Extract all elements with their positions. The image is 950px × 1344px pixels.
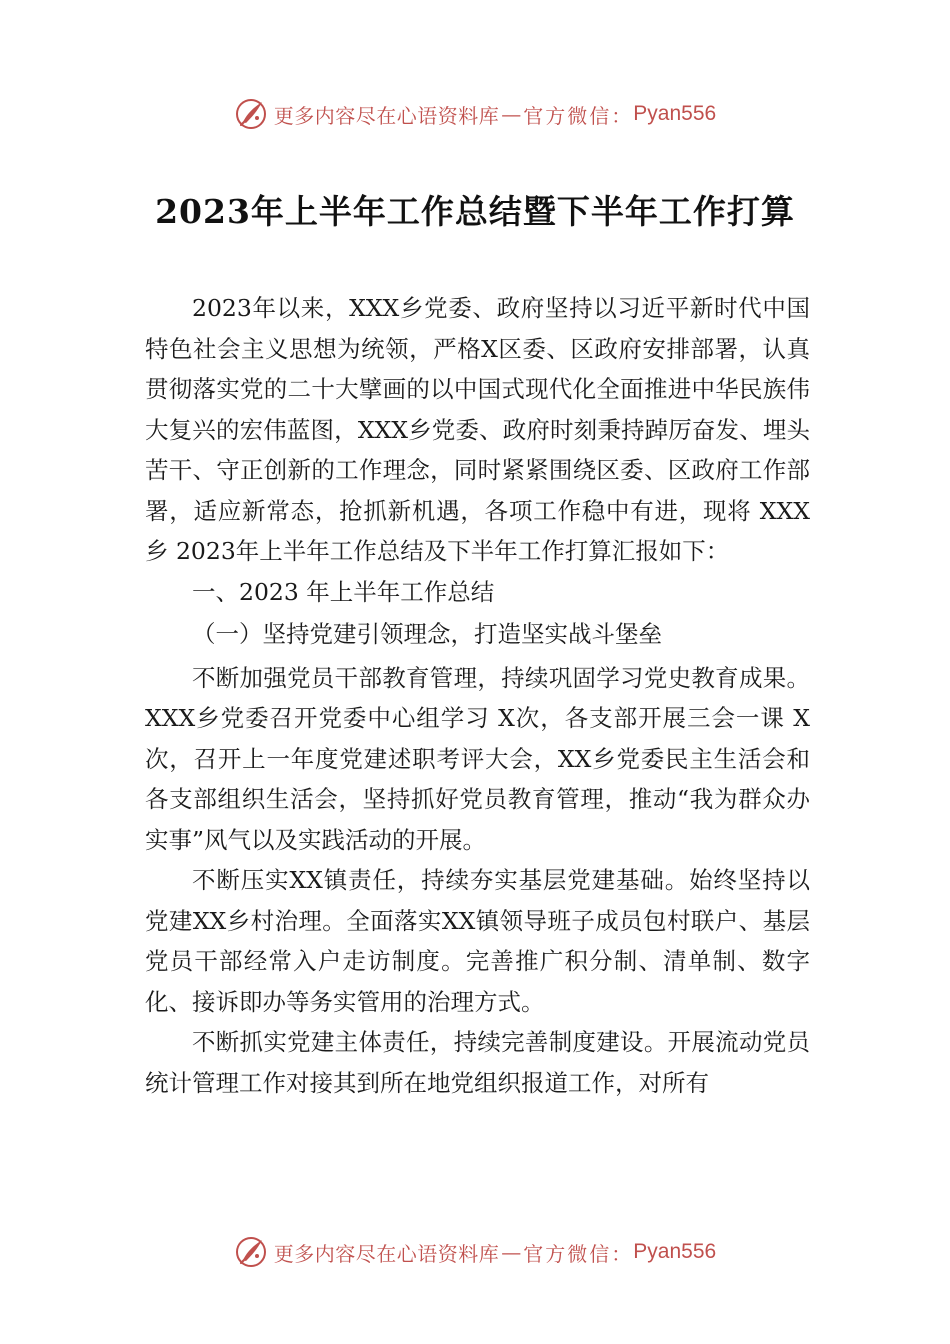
section-heading: 一、2023 年上半年工作总结: [192, 577, 495, 606]
banner-wechat-label: 官方微信：: [523, 103, 634, 128]
banner-wechat-label: 官方微信：: [523, 1241, 634, 1266]
body-paragraph: 不断加强党员干部教育管理，持续巩固学习党史教育成果。XXX乡党委召开党委中心组学习 X次，各支部开展三会一课 X次，召开上一年度党建述职考评大会，XX乡党委民主生活会和各支部组织生活会，坚持抓好党员教育管理，推动“我为群众办实事”风气以及实践活动的开展。: [145, 663, 810, 854]
ink-pen-logo-icon: [234, 96, 270, 132]
banner-account-id: Pyan556: [633, 102, 717, 125]
header-banner: [0, 94, 950, 134]
banner-dash: —: [501, 102, 522, 126]
body-paragraph: 不断抓实党建主体责任，持续完善制度建设。开展流动党员统计管理工作对接其到所在地党组织报道工作，对所有: [145, 1028, 810, 1097]
subsection-heading: （一）坚持党建引领理念，打造坚实战斗堡垒: [192, 620, 662, 648]
ink-pen-logo-icon: [234, 1234, 270, 1270]
banner-account-id: Pyan556: [633, 1240, 717, 1263]
footer-banner: [0, 1232, 950, 1272]
document-body: [145, 288, 810, 1103]
banner-brand-text: 更多内容尽在心语资料库: [273, 103, 500, 128]
body-paragraph: 不断压实XX镇责任，持续夯实基层党建基础。始终坚持以党建XX乡村治理。全面落实XX镇领导班子成员包村联户、基层党员干部经常入户走访制度。完善推广积分制、清单制、数字化、接诉即办等务实管用的治理方式。: [145, 866, 810, 1016]
intro-paragraph: 2023年以来，XXX乡党委、政府坚持以习近平新时代中国特色社会主义思想为统领，严格X区委、区政府安排部署，认真贯彻落实党的二十大擘画的以中国式现代化全面推进中华民族伟大复兴的宏伟蓝图，XXX乡党委、政府时刻秉持踔厉奋发、埋头苦干、守正创新的工作理念，同时紧紧围绕区委、区政府工作部署，适应新常态，抢抓新机遇，各项工作稳中有进，现将 XXX乡 2023年上半年工作总结及下半年工作打算汇报如下：: [145, 294, 810, 565]
document-title: 2023年上半年工作总结暨下半年工作打算: [155, 192, 795, 231]
banner-dash: —: [501, 1240, 522, 1264]
banner-brand-text: 更多内容尽在心语资料库: [273, 1241, 500, 1266]
